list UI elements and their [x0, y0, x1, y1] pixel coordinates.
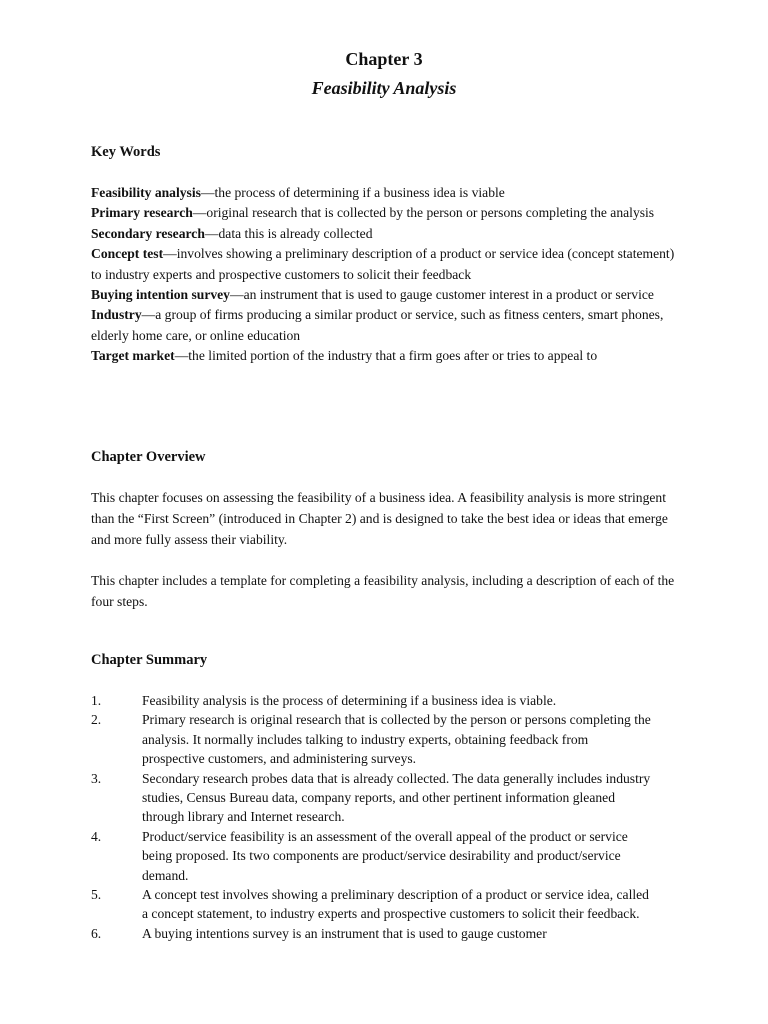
summary-item-number: 2. — [91, 712, 102, 728]
summary-item — [91, 885, 651, 924]
summary-item-text: Secondary research probes data that is already collected. The data generally includes industry studies, Census Bureau data, company reports, and other pertinent information gleaned through library and Internet research. — [142, 770, 651, 825]
key-word-definition: —the process of determining if a business idea is viable — [200, 185, 505, 200]
summary-item — [91, 769, 651, 827]
overview-paragraph: This chapter focuses on assessing the feasibility of a business idea. A feasibility analysis is more stringent than the “First Screen” (introduced in Chapter 2) and is designed to take the best idea or ideas that emerge and more fully assess their viability. — [91, 490, 668, 547]
chapter-title: Feasibility Analysis — [311, 78, 457, 98]
key-word-term: Industry — [91, 307, 142, 323]
summary-item — [91, 710, 651, 768]
key-word-item — [91, 224, 681, 244]
summary-item — [91, 924, 651, 943]
overview-paragraph: This chapter includes a template for completing a feasibility analysis, including a description of each of the four steps. — [91, 573, 675, 609]
summary-item-text: A buying intentions survey is an instrument that is used to gauge customer — [142, 925, 547, 941]
key-word-definition: —a group of firms producing a similar product or service, such as fitness centers, smart phones, elderly home care, or online education — [91, 307, 664, 343]
key-word-term: Feasibility analysis — [91, 185, 201, 200]
key-word-item — [91, 203, 681, 223]
summary-item-number: 4. — [91, 828, 102, 844]
chapter-number: Chapter 3 — [345, 49, 423, 69]
key-word-definition: —the limited portion of the industry that a firm goes after or tries to appeal to — [174, 348, 598, 364]
overview-heading: Chapter Overview — [91, 449, 206, 465]
key-word-definition: —involves showing a preliminary description of a product or service idea (concept statement) to industry experts and prospective customers to solicit their feedback — [91, 246, 675, 282]
key-word-item — [91, 346, 681, 366]
summary-item — [91, 827, 651, 885]
key-word-term: Buying intention survey — [91, 287, 230, 303]
summary-item-text: Product/service feasibility is an assessment of the overall appeal of the product or service being proposed. Its two components are product/service desirability and product/service demand. — [142, 828, 628, 883]
key-word-item — [91, 244, 681, 285]
key-word-term: Secondary research — [91, 225, 205, 241]
summary-item-text: A concept test involves showing a preliminary description of a product or service idea, called a concept statement, to industry experts and prospective customers to solicit their feedback. — [142, 887, 649, 922]
key-word-definition: —data this is already collected — [204, 225, 373, 241]
key-words-heading: Key Words — [91, 144, 161, 160]
key-word-term: Primary research — [91, 205, 193, 221]
key-word-term: Concept test — [91, 246, 164, 262]
key-word-item — [91, 285, 681, 305]
key-word-item — [91, 183, 681, 203]
summary-item-text: Primary research is original research that is collected by the person or persons completing the analysis. It normally includes talking to industry experts, obtaining feedback from prospective customers, and administering surveys. — [142, 712, 651, 767]
key-word-definition: —an instrument that is used to gauge customer interest in a product or service — [229, 287, 654, 303]
summary-item — [91, 691, 651, 710]
key-words-list — [91, 183, 681, 367]
summary-item-number: 1. — [91, 693, 102, 708]
key-word-definition: —original research that is collected by the person or persons completing the analysis — [192, 205, 655, 221]
summary-item-number: 3. — [91, 770, 102, 786]
summary-item-text: Feasibility analysis is the process of determining if a business idea is viable. — [142, 693, 557, 708]
key-word-term: Target market — [91, 348, 175, 364]
summary-item-number: 6. — [91, 925, 102, 941]
summary-heading: Chapter Summary — [91, 652, 208, 668]
summary-item-number: 5. — [91, 887, 102, 903]
key-word-item — [91, 305, 681, 346]
summary-list — [91, 691, 651, 943]
